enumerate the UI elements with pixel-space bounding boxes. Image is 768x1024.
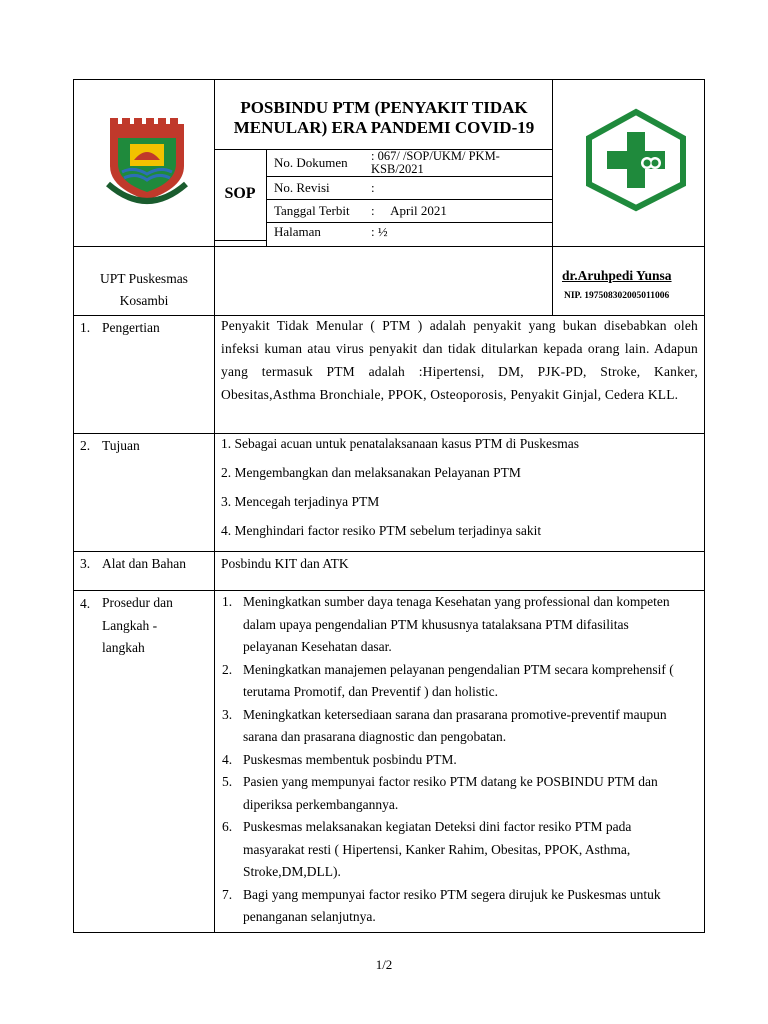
step-text: Meningkatkan ketersediaan sarana dan prasarana promotive-preventif maupun sarana dan prasarana diagnostic dan pengobatan. bbox=[243, 706, 667, 744]
prosedur-label-line2: Langkah - bbox=[102, 617, 158, 633]
prosedur-step bbox=[214, 884, 686, 929]
step-number: 4. bbox=[222, 751, 233, 767]
step-text: Meningkatkan manajemen pelayanan pengendalian PTM secara komprehensif ( terutama Promotif, dan Preventif ) dan holistic. bbox=[243, 661, 674, 699]
regional-emblem-logo bbox=[104, 118, 190, 210]
sop-label: SOP bbox=[224, 185, 256, 202]
field-value-tanggal-terbit: : April 2021 bbox=[371, 203, 447, 218]
prosedur-step bbox=[214, 816, 686, 884]
org-name-line1: UPT Puskesmas bbox=[100, 271, 188, 286]
document-title: POSBINDU PTM (PENYAKIT TIDAK MENULAR) ERA PANDEMI COVID-19 bbox=[233, 98, 535, 137]
prosedur-step bbox=[214, 659, 686, 704]
step-number: 7. bbox=[222, 886, 233, 902]
prosedur-label-line3: langkah bbox=[102, 640, 145, 655]
field-label-no-dokumen: No. Dokumen bbox=[274, 155, 348, 170]
step-number: 5. bbox=[222, 774, 233, 789]
tujuan-item: 2. Mengembangkan dan melaksanakan Pelayanan PTM bbox=[221, 465, 521, 480]
prosedur-step bbox=[214, 749, 686, 772]
field-value-no-dokumen: : 067/ /SOP/UKM/ PKM-KSB/2021 bbox=[371, 149, 500, 176]
section-number-3: 3. bbox=[80, 556, 91, 571]
tujuan-item: 3. Mencegah terjadinya PTM bbox=[221, 494, 380, 509]
prosedur-step bbox=[214, 704, 686, 749]
puskesmas-logo bbox=[583, 108, 689, 212]
field-value-halaman: : ½ bbox=[371, 224, 388, 239]
section-number-2: 2. bbox=[80, 438, 91, 453]
alat-text: Posbindu KIT dan ATK bbox=[221, 556, 349, 571]
prosedur-step bbox=[214, 591, 686, 659]
section-label-alat: Alat dan Bahan bbox=[102, 556, 186, 571]
step-text: Bagi yang mempunyai factor resiko PTM segera dirujuk ke Puskesmas untuk penanganan selanjutnya. bbox=[243, 886, 661, 924]
page-number: 1/2 bbox=[375, 957, 393, 972]
field-value-no-revisi: : bbox=[371, 180, 375, 195]
field-label-halaman: Halaman bbox=[274, 224, 321, 239]
step-text: Puskesmas melaksanakan kegiatan Deteksi dini factor resiko PTM pada masyarakat resti ( Hipertensi, Kanker Rahim, Obesitas, PPOK, Asthma, Stroke,DM,DLL). bbox=[243, 819, 632, 879]
prosedur-label-line1: Prosedur dan bbox=[102, 595, 173, 610]
section-label-pengertian: Pengertian bbox=[102, 320, 160, 335]
step-number: 6. bbox=[222, 819, 233, 834]
section-number-1: 1. bbox=[80, 320, 91, 335]
step-text: Pasien yang mempunyai factor resiko PTM datang ke POSBINDU PTM dan diperiksa perkembangannya. bbox=[243, 774, 658, 812]
field-label-no-revisi: No. Revisi bbox=[274, 180, 330, 195]
step-text: Puskesmas membentuk posbindu PTM. bbox=[243, 751, 457, 767]
tujuan-item: 4. Menghindari factor resiko PTM sebelum terjadinya sakit bbox=[221, 523, 542, 538]
step-number: 2. bbox=[222, 661, 233, 677]
signer-nip: NIP. 197508302005011006 bbox=[564, 291, 670, 301]
pengertian-text: Penyakit Tidak Menular ( PTM ) adalah penyakit yang bukan disebabkan oleh infeksi kuman atau virus penyakit dan tidak ditularkan kepada orang lain. Adapun yang termasuk PTM adalah :Hipertensi, DM, PJK-PD, Stroke, Kanker, Obesitas,Asthma Bronchiale, PPOK, Osteoporosis, Penyakit Ginjal, Cedera KLL. bbox=[221, 318, 698, 402]
section-label-tujuan: Tujuan bbox=[102, 438, 140, 453]
section-label-prosedur bbox=[102, 592, 173, 660]
prosedur-step bbox=[214, 771, 686, 816]
step-number: 1. bbox=[222, 594, 233, 609]
tujuan-item: 1. Sebagai acuan untuk penatalaksanaan kasus PTM di Puskesmas bbox=[221, 436, 580, 451]
field-label-tanggal-terbit: Tanggal Terbit bbox=[274, 203, 350, 218]
section-number-4: 4. bbox=[80, 596, 91, 611]
tujuan-list bbox=[221, 436, 698, 552]
org-name-line2: Kosambi bbox=[119, 293, 169, 308]
prosedur-steps bbox=[214, 591, 686, 929]
signer-name: dr.Aruhpedi Yunsa bbox=[562, 268, 672, 283]
step-text: Meningkatkan sumber daya tenaga Kesehatan yang professional dan kompeten dalam upaya pengendalian PTM khususnya tatalaksana PTM difasilitas pelayanan Kesehatan dasar. bbox=[243, 594, 670, 654]
org-name bbox=[74, 268, 214, 312]
step-number: 3. bbox=[222, 706, 233, 722]
